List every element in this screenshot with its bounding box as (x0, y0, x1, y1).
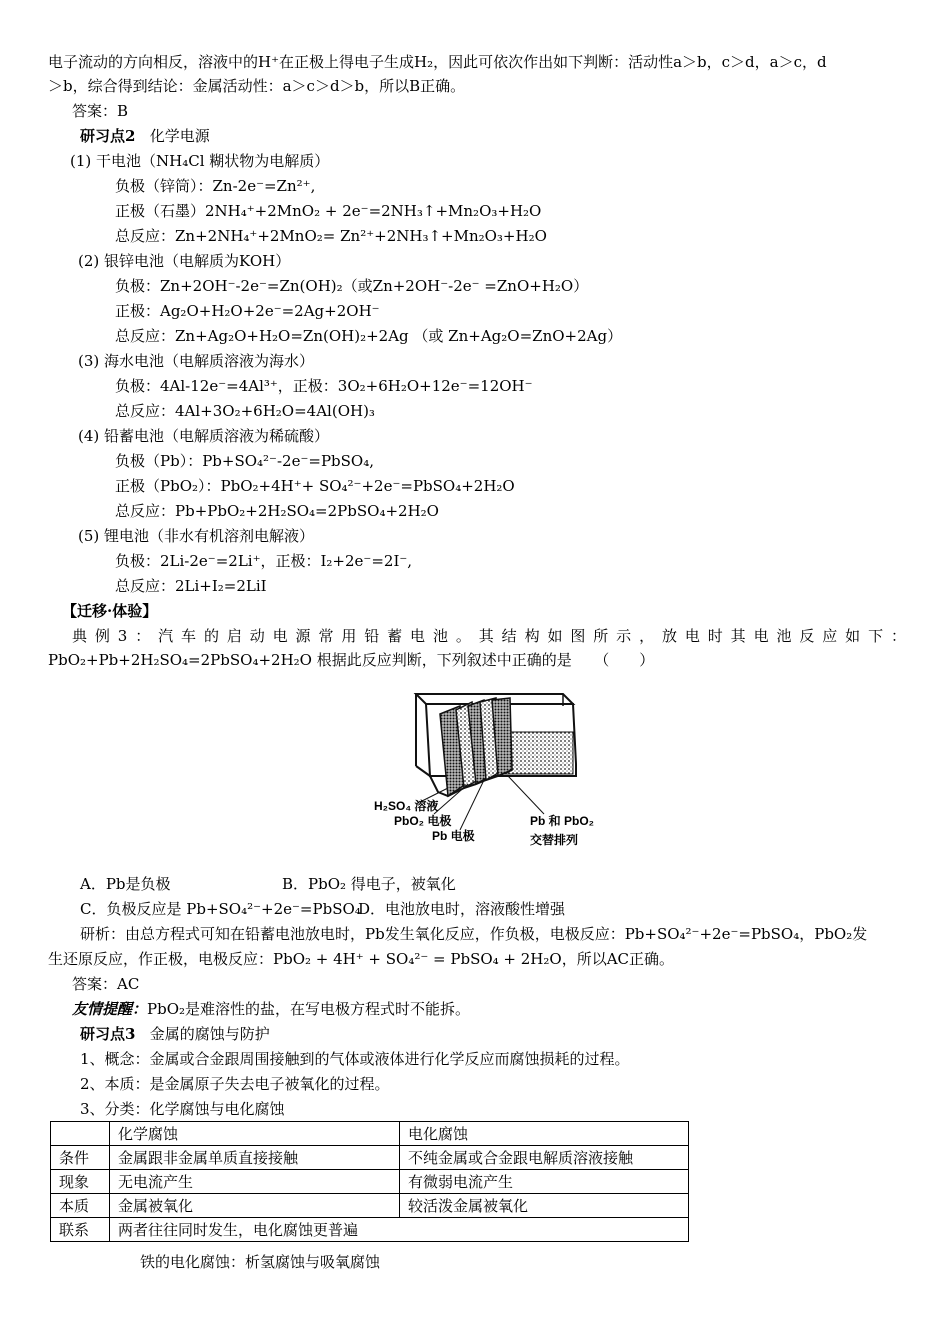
table-row (51, 1194, 689, 1218)
table-cell: 金属被氧化 (110, 1194, 400, 1218)
battery-5-total: 总反应：2Li+I₂=2LiI (115, 577, 267, 595)
table-row-label: 条件 (51, 1146, 110, 1170)
table-cell: 有微弱电流产生 (400, 1170, 689, 1194)
label-pbo2-electrode: PbO₂ 电极 (394, 814, 452, 828)
battery-illustration (368, 684, 608, 856)
option-c: C．负极反应是 Pb+SO₄²⁻+2e⁻=PbSO₄ (80, 900, 361, 918)
table-cell: 金属跟非金属单质直接接触 (110, 1146, 400, 1170)
label-alternating-1: Pb 和 PbO₂ (530, 814, 595, 828)
corrosion-comparison-table (50, 1121, 689, 1242)
battery-4-total: 总反应：Pb+PbO₂+2H₂SO₄=2PbSO₄+2H₂O (115, 502, 439, 520)
option-a: A．Pb是负极 (80, 875, 171, 893)
battery-3-total: 总反应：4Al+3O₂+6H₂O=4Al(OH)₃ (115, 402, 375, 420)
table-row-label: 现象 (51, 1170, 110, 1194)
iron-corrosion-note: 铁的电化腐蚀：析氢腐蚀与吸氧腐蚀 (140, 1253, 381, 1271)
battery-1-total: 总反应：Zn+2NH₄⁺+2MnO₂= Zn²⁺+2NH₃↑+Mn₂O₃+H₂O (115, 227, 547, 245)
section-title: 化学电源 (149, 127, 210, 145)
transfer-heading: 【迁移·体验】 (62, 602, 158, 620)
battery-4-negative: 负极（Pb）：Pb+SO₄²⁻-2e⁻=PbSO₄, (115, 452, 374, 470)
section-title: 金属的腐蚀与防护 (149, 1025, 270, 1043)
section-heading-2 (80, 126, 210, 146)
table-cell: 较活泼金属被氧化 (400, 1194, 689, 1218)
battery-2-positive: 正极：Ag₂O+H₂O+2e⁻=2Ag+2OH⁻ (115, 302, 380, 320)
battery-2-total: 总反应：Zn+Ag₂O+H₂O=Zn(OH)₂+2Ag （或 Zn+Ag₂O=ZnO+2Ag） (115, 327, 623, 345)
table-cell: 不纯金属或合金跟电解质溶液接触 (400, 1146, 689, 1170)
table-cell: 无电流产生 (110, 1170, 400, 1194)
table-row-label: 联系 (51, 1218, 110, 1242)
section-heading-3 (80, 1024, 270, 1044)
analysis-line-1: 研析：由总方程式可知在铅蓄电池放电时，Pb发生氧化反应，作负极，电极反应：Pb+SO₄²⁻+2e⁻=PbSO₄，PbO₂发 (80, 925, 868, 943)
battery-1-positive: 正极（石墨）2NH₄⁺+2MnO₂ + 2e⁻=2NH₃↑+Mn₂O₃+H₂O (115, 202, 542, 220)
table-header-cell (51, 1122, 110, 1146)
example-answer: 答案：AC (72, 975, 140, 993)
corrosion-classification: 3、分类：化学腐蚀与电化腐蚀 (80, 1100, 285, 1118)
battery-2-negative: 负极：Zn+2OH⁻-2e⁻=Zn(OH)₂（或Zn+2OH⁻-2e⁻ =ZnO+H₂O） (115, 277, 589, 295)
tip-label: 友情提醒： (72, 1000, 148, 1018)
option-b: B．PbO₂ 得电子，被氧化 (282, 875, 456, 893)
battery-3-title: (3) 海水电池（电解质溶液为海水） (78, 352, 315, 370)
intro-line-2: ＞b，综合得到结论：金属活动性：a＞c＞d＞b，所以B正确。 (48, 77, 466, 95)
section-number: 研习点3 (80, 1025, 136, 1043)
corrosion-concept: 1、概念：金属或合金跟周围接触到的气体或液体进行化学反应而腐蚀损耗的过程。 (80, 1050, 630, 1068)
example-line-1: 典例3：汽车的启动电源常用铅蓄电池。其结构如图所示，放电时其电池反应如下： (72, 627, 906, 645)
table-row (51, 1146, 689, 1170)
tip-text: PbO₂是难溶性的盐，在写电极方程式时不能拆。 (147, 1000, 471, 1018)
battery-4-positive: 正极（PbO₂）：PbO₂+4H⁺+ SO₄²⁻+2e⁻=PbSO₄+2H₂O (115, 477, 515, 495)
battery-2-title: (2) 银锌电池（电解质为KOH） (78, 252, 291, 270)
battery-4-title: (4) 铅蓄电池（电解质溶液为稀硫酸） (78, 427, 330, 445)
option-d: D．电池放电时，溶液酸性增强 (358, 900, 566, 918)
table-cell: 两者往往同时发生，电化腐蚀更普遍 (110, 1218, 689, 1242)
intro-line-1: 电子流动的方向相反，溶液中的H⁺在正极上得电子生成H₂，因此可依次作出如下判断：活动性a＞b，c＞d，a＞c，d (48, 53, 827, 71)
label-h2so4: H₂SO₄ 溶液 (374, 799, 439, 813)
table-row-label: 本质 (51, 1194, 110, 1218)
label-alternating-2: 交替排列 (530, 833, 579, 847)
battery-1-negative: 负极（锌筒）：Zn-2e⁻=Zn²⁺, (115, 177, 316, 195)
table-row (51, 1170, 689, 1194)
analysis-line-2: 生还原反应，作正极，电极反应：PbO₂ + 4H⁺ + SO₄²⁻ = PbSO₄ + 2H₂O，所以AC正确。 (48, 950, 675, 968)
corrosion-essence: 2、本质：是金属原子失去电子被氧化的过程。 (80, 1075, 390, 1093)
table-header-cell: 电化腐蚀 (400, 1122, 689, 1146)
battery-3-electrodes: 负极：4Al-12e⁻=4Al³⁺，正极：3O₂+6H₂O+12e⁻=12OH⁻ (115, 377, 533, 395)
battery-5-electrodes: 负极：2Li-2e⁻=2Li⁺，正极：I₂+2e⁻=2I⁻, (115, 552, 413, 570)
intro-answer: 答案：B (72, 102, 129, 120)
battery-5-title: (5) 锂电池（非水有机溶剂电解液） (78, 527, 315, 545)
friendly-tip (72, 999, 470, 1019)
section-number: 研习点2 (80, 127, 136, 145)
lead-acid-battery-figure (368, 684, 608, 856)
battery-1-title: (1) 干电池（NH₄Cl 糊状物为电解质） (70, 152, 330, 170)
table-header-cell: 化学腐蚀 (110, 1122, 400, 1146)
label-pb-electrode: Pb 电极 (432, 829, 475, 843)
table-header-row (51, 1122, 689, 1146)
table-row (51, 1218, 689, 1242)
example-line-2: PbO₂+Pb+2H₂SO₄=2PbSO₄+2H₂O 根据此反应判断，下列叙述中正确的是 （ ） (48, 651, 655, 669)
